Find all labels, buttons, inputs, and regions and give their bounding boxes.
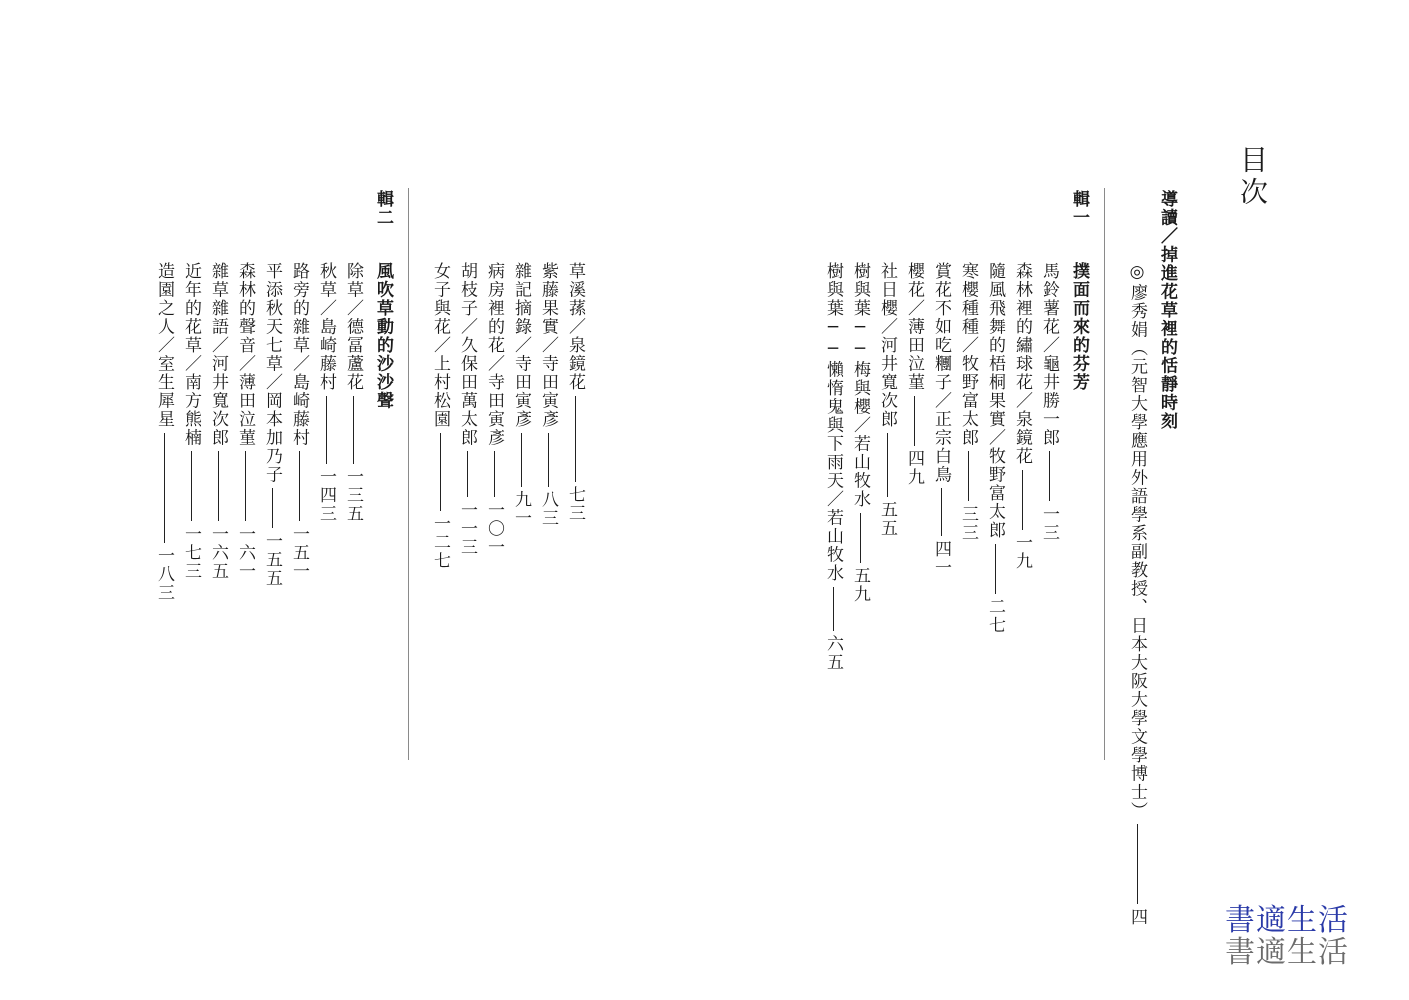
entry-title: 胡枝子／久保田萬太郎: [457, 262, 477, 447]
leader-line: [995, 544, 996, 594]
toc-entry[interactable]: [986, 262, 1003, 635]
leader-line: [299, 451, 300, 521]
leader-line: [1137, 824, 1138, 904]
toc-entry[interactable]: [344, 262, 361, 523]
intro-page: 四: [1127, 908, 1147, 927]
toc-entry[interactable]: [263, 262, 280, 588]
leader-line: [494, 451, 495, 497]
entry-title: 樹與葉──梅與櫻／若山牧水: [850, 262, 870, 509]
toc-entry[interactable]: [290, 262, 307, 581]
entry-page: 九一: [511, 490, 531, 528]
entry-page: 一〇一: [484, 501, 504, 557]
toc-entry[interactable]: [878, 262, 895, 538]
publisher-logo: [1225, 903, 1349, 970]
section1-title: 撲面而來的芬芳: [1069, 262, 1089, 392]
section1-label: 輯一: [1069, 190, 1089, 227]
intro-title[interactable]: 導讀／掉進花草裡的恬靜時刻: [1157, 190, 1177, 431]
leader-line: [914, 396, 915, 446]
entry-page: 一九: [1012, 533, 1032, 571]
toc-entry[interactable]: [155, 262, 172, 602]
leader-line: [164, 433, 165, 543]
toc-entry[interactable]: [851, 262, 868, 604]
leader-line: [833, 587, 834, 631]
toc-entry[interactable]: [209, 262, 226, 581]
entry-page: 一三五: [343, 467, 363, 523]
entry-title: 雜記摘錄／寺田寅彥: [511, 262, 531, 429]
toc-entry[interactable]: [959, 262, 976, 542]
leader-line: [548, 433, 549, 487]
leader-line: [326, 396, 327, 464]
logo-line-1: 書適生活: [1225, 903, 1349, 938]
entry-title: 除草／德冨蘆花: [343, 262, 363, 392]
leader-line: [467, 451, 468, 497]
intro-author: ◎廖秀娟（元智大學應用外語學系副教授、日本大阪大學文學博士）: [1127, 262, 1147, 820]
toc-entry[interactable]: [236, 262, 253, 581]
leader-line: [941, 488, 942, 536]
leader-line: [1049, 451, 1050, 501]
toc-entry[interactable]: [485, 262, 502, 557]
section2-title: 風吹草動的沙沙聲: [373, 262, 393, 410]
entry-page: 五五: [877, 500, 897, 538]
entry-title: 樹與葉──懶惰鬼與下雨天／若山牧水: [823, 262, 843, 583]
entry-title: 森林的聲音／薄田泣菫: [235, 262, 255, 447]
entry-title: 紫藤果實／寺田寅彥: [538, 262, 558, 429]
entry-title: 秋草／島崎藤村: [316, 262, 336, 392]
entry-page: 一一三: [457, 501, 477, 557]
toc-title: 目次: [1236, 145, 1269, 209]
entry-page: 六五: [823, 634, 843, 672]
toc-entry[interactable]: [182, 262, 199, 581]
entry-page: 二七: [985, 597, 1005, 635]
entry-title: 近年的花草／南方熊楠: [181, 262, 201, 447]
entry-page: 一四三: [316, 467, 336, 523]
divider-line: [408, 188, 409, 760]
leader-line: [245, 451, 246, 521]
toc-entry[interactable]: [317, 262, 334, 523]
entry-title: 社日櫻／河井寬次郎: [877, 262, 897, 429]
entry-title: 寒櫻種種／牧野富太郎: [958, 262, 978, 447]
entry-page: 三三: [958, 505, 978, 542]
entry-title: 櫻花／薄田泣菫: [904, 262, 924, 392]
entry-title: 森林裡的繡球花／泉鏡花: [1012, 262, 1032, 466]
intro-author-entry[interactable]: [1128, 262, 1145, 927]
toc-entry[interactable]: [512, 262, 529, 528]
leader-line: [1022, 470, 1023, 530]
toc-entry[interactable]: [932, 262, 949, 577]
entry-title: 雜草雜語／河井寬次郎: [208, 262, 228, 447]
entry-page: 一五五: [262, 532, 282, 588]
entry-title: 女子與花／上村松園: [430, 262, 450, 429]
entry-title: 草溪蓀／泉鏡花: [565, 262, 585, 392]
entry-page: 一八三: [154, 546, 174, 602]
toc-entry[interactable]: [458, 262, 475, 557]
toc-entry[interactable]: [1013, 262, 1030, 571]
leader-line: [968, 451, 969, 501]
entry-page: 五九: [850, 566, 870, 604]
entry-title: 平添秋天七草／岡本加乃子: [262, 262, 282, 484]
toc-entry[interactable]: [824, 262, 841, 672]
leader-line: [887, 433, 888, 497]
leader-line: [191, 451, 192, 521]
entry-title: 造園之人／室生犀星: [154, 262, 174, 429]
section2-label: 輯二: [373, 190, 393, 227]
leader-line: [860, 513, 861, 563]
entry-page: 一三: [1039, 505, 1059, 542]
entry-title: 病房裡的花／寺田寅彥: [484, 262, 504, 447]
toc-entry[interactable]: [431, 262, 448, 570]
entry-page: 一二七: [430, 514, 450, 570]
divider-line: [1104, 188, 1105, 760]
entry-page: 四九: [904, 449, 924, 487]
entry-page: 七三: [565, 485, 585, 523]
entry-page: 一五一: [289, 525, 309, 581]
logo-line-2: 書適生活: [1225, 935, 1349, 970]
entry-page: 一七三: [181, 525, 201, 581]
leader-line: [218, 451, 219, 521]
entry-title: 馬鈴薯花／龜井勝一郎: [1039, 262, 1059, 447]
entry-page: 一六一: [235, 525, 255, 581]
toc-entry[interactable]: [1040, 262, 1057, 542]
entry-page: 八三: [538, 490, 558, 528]
entry-title: 路旁的雜草／島崎藤村: [289, 262, 309, 447]
entry-page: 一六五: [208, 525, 228, 581]
leader-line: [272, 488, 273, 528]
toc-entry[interactable]: [539, 262, 556, 528]
entry-title: 賞花不如吃糰子／正宗白鳥: [931, 262, 951, 484]
entry-title: 隨風飛舞的梧桐果實／牧野富太郎: [985, 262, 1005, 540]
toc-entry[interactable]: [905, 262, 922, 487]
leader-line: [440, 433, 441, 511]
toc-entry[interactable]: [566, 262, 583, 523]
leader-line: [353, 396, 354, 464]
leader-line: [575, 396, 576, 482]
entry-page: 四一: [931, 540, 951, 577]
leader-line: [521, 433, 522, 487]
